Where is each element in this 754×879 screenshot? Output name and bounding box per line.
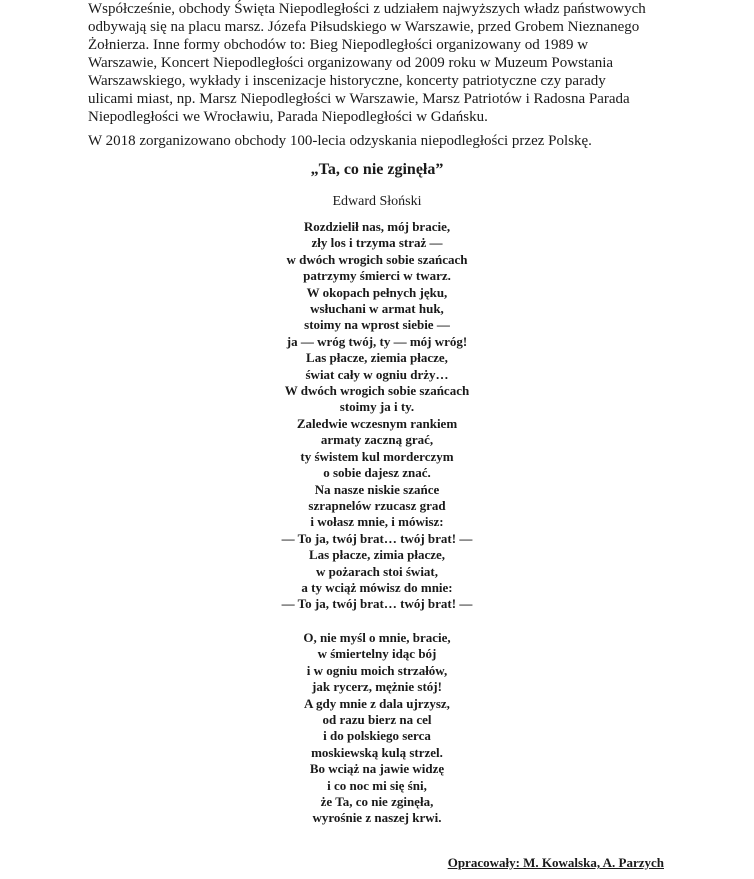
poem-line: a ty wciąż mówisz do mnie: [301,580,453,596]
poem-line: w dwóch wrogich sobie szańcach [286,251,468,267]
poem-author: Edward Słoński [332,194,422,209]
poem-line: — To ja, twój brat… twój brat! — [281,596,473,612]
poem-line: W okopach pełnych jęku, [306,284,448,300]
intro-line: Współcześnie, obchody Święta Niepodległości z udziałem najwyższych władz państwowych [88,1,646,17]
anniversary-note: W 2018 zorganizowano obchody 100-lecia odzyskania niepodległości przez Polskę. [88,133,592,149]
poem-line: w śmiertelny idąc bój [317,646,437,662]
poem-line: armaty zaczną grać, [320,432,434,448]
poem-line: o sobie dajesz znać. [323,465,431,481]
poem-title: „Ta, co nie zginęła” [310,161,444,178]
poem-line: Zaledwie wczesnym rankiem [296,416,458,431]
poem-line: Las płacze, ziemia płacze, [306,350,448,366]
poem-stanza-1 [0,219,754,416]
poem-line: świat cały w ogniu drży… [305,366,449,382]
poem-line: że Ta, co nie zginęła, [320,794,434,810]
intro-paragraph [88,0,688,126]
poem-line: — To ja, twój brat… twój brat! — [281,530,473,546]
poem-line: i co noc mi się śni, [327,777,427,793]
intro-line: odbywają się na placu marsz. Józefa Piłsudskiego w Warszawie, przed Grobem Nieznanego [88,19,640,35]
poem-line: wyrośnie z naszej krwi. [312,810,442,826]
poem-line: w pożarach stoi świat, [315,563,439,579]
poem-line: Bo wciąż na jawie widzę [309,761,445,777]
poem-line: stoimy na wprost siebie — [304,317,450,333]
poem-line: O, nie myśl o mnie, bracie, [303,630,451,645]
poem-line: zły los i trzyma straż — [311,235,443,251]
poem-line: jak rycerz, mężnie stój! [312,679,442,695]
poem-line: W dwóch wrogich sobie szańcach [284,383,470,399]
poem-line: stoimy ja i ty. [339,399,415,415]
poem-line: ty świstem kul morderczym [300,448,454,464]
poem-line: ja — wróg twój, ty — mój wróg! [286,333,468,349]
poem-line: i do polskiego serca [323,728,431,744]
intro-line: ulicami miast, np. Marsz Niepodległości w Warszawie, Marsz Patriotów i Radosna Parada [88,91,630,107]
poem-line: od razu bierz na cel [322,712,432,728]
intro-line: Niepodległości we Wrocławiu, Parada Niepodległości w Gdańsku. [88,109,488,125]
poem-line: Na nasze niskie szańce [314,481,440,497]
poem-line: A gdy mnie z dala ujrzysz, [304,695,450,711]
poem-line: i w ogniu moich strzałów, [306,662,448,678]
intro-line: Warszawie, Koncert Niepodległości organizowany od 2009 roku w Muzeum Powstania [88,55,614,71]
intro-line: Żołnierza. Inne formy obchodów to: Bieg Niepodległości organizowany od 1989 w [88,37,589,53]
poem-line: i wołasz mnie, i mówisz: [310,514,444,530]
poem-line: Rozdzielił nas, mój bracie, [303,219,451,234]
poem-line: moskiewską kulą strzel. [311,744,443,760]
poem-line: szrapnelów rzucasz grad [308,498,446,514]
credits: Opracowały: M. Kowalska, A. Parzych [447,855,664,870]
poem-stanza-3 [0,630,754,827]
poem-line: patrzymy śmierci w twarz. [303,268,451,284]
poem-line: Las płacze, zimia płacze, [308,547,446,563]
poem-line: wsłuchani w armat huk, [310,301,444,317]
poem-stanza-2 [0,416,754,613]
intro-line: Warszawskiego, wykłady i inscenizacje historyczne, koncerty patriotyczne czy parady [88,73,606,89]
